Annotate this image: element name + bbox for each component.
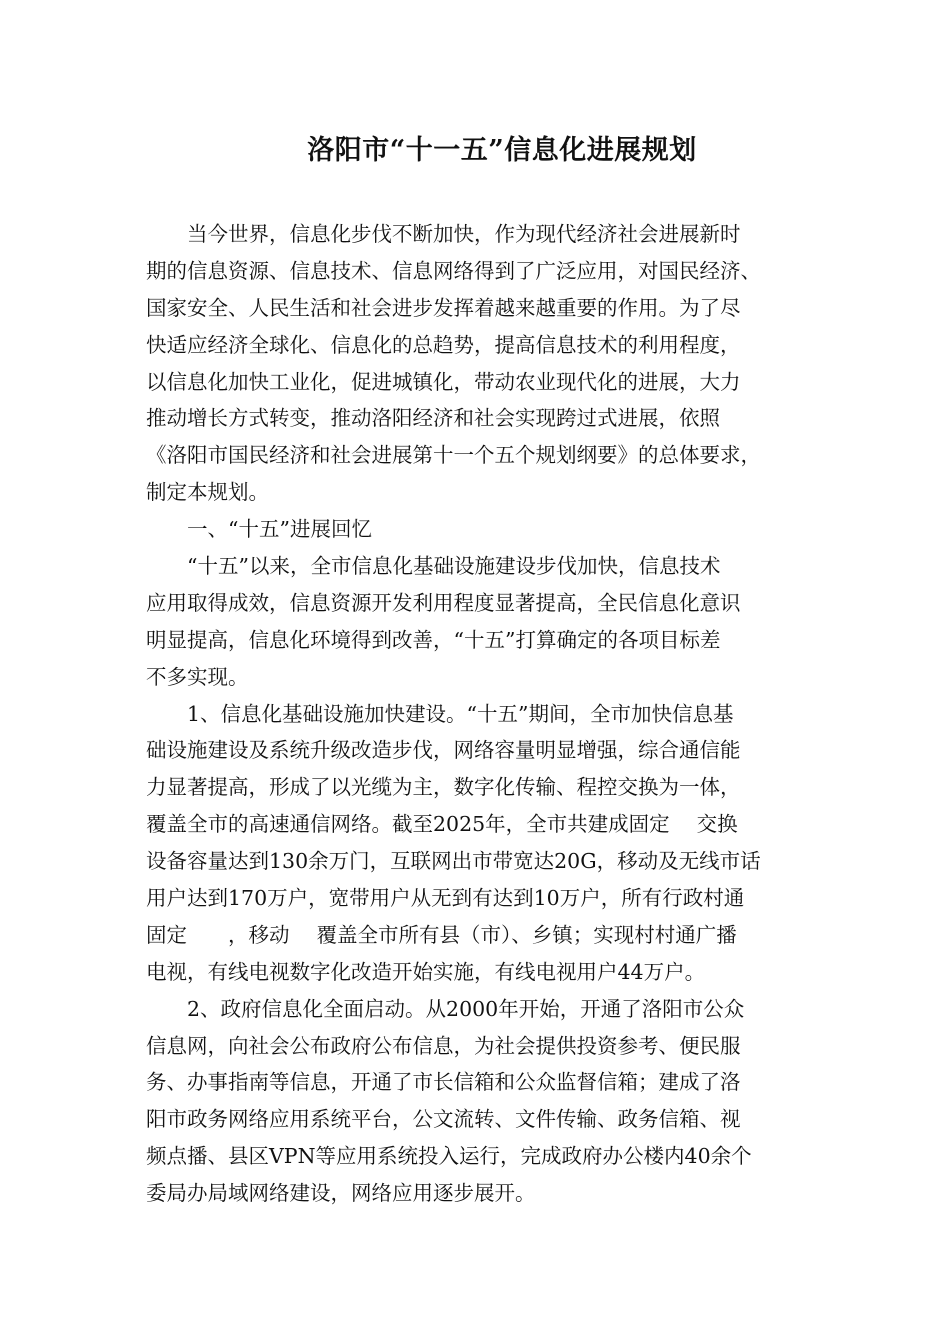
document-title: 洛阳市“十一五”信息化进展规划 bbox=[307, 135, 697, 166]
text-line: 以信息化加快工业化，促进城镇化，带动农业现代化的进展，大力 bbox=[146, 369, 741, 394]
text-line: 应用取得成效，信息资源开发利用程度显著提高，全民信息化意识 bbox=[146, 590, 741, 615]
text-line: 《洛阳市国民经济和社会进展第十一个五个规划纲要》的总体要求， bbox=[146, 443, 761, 468]
text-line: 务、办事指南等信息，开通了市长信箱和公众监督信箱；建成了洛 bbox=[146, 1070, 741, 1095]
text-line: 覆盖全市的高速通信网络。截至2025年，全市共建成固定 交换 bbox=[146, 812, 738, 837]
text-line: 委局办局域网络建设，网络应用逐步展开。 bbox=[146, 1181, 536, 1206]
text-line: 础设施建设及系统升级改造步伐，网络容量明显增强，综合通信能 bbox=[146, 738, 741, 763]
text-line: 推动增长方式转变，推动洛阳经济和社会实现跨过式进展，依照 bbox=[146, 406, 720, 431]
text-line: 频点播、县区VPN等应用系统投入运行，完成政府办公楼内40余个 bbox=[146, 1144, 752, 1169]
text-line: 国家安全、人民生活和社会进步发挥着越来越重要的作用。为了尽 bbox=[146, 295, 741, 320]
text-line: “十五”以来，全市信息化基础设施建设步伐加快，信息技术 bbox=[146, 554, 721, 579]
text-line: 固定 ，移动 覆盖全市所有县（市）、乡镇；实现村村通广播 bbox=[146, 922, 737, 947]
text-line: 当今世界，信息化步伐不断加快，作为现代经济社会进展新时 bbox=[146, 222, 741, 246]
text-line: 制定本规划。 bbox=[146, 480, 269, 505]
text-line: 期的信息资源、信息技术、信息网络得到了广泛应用，对国民经济、 bbox=[146, 258, 761, 283]
text-line: 1、信息化基础设施加快建设。“十五”期间，全市加快信息基 bbox=[146, 701, 734, 726]
text-line: 信息网，向社会公布政府公布信息，为社会提供投资参考、便民服 bbox=[146, 1033, 741, 1058]
text-line: 不多实现。 bbox=[146, 664, 249, 689]
text-line: 2、政府信息化全面启动。从2000年开始，开通了洛阳市公众 bbox=[146, 996, 745, 1021]
text-line: 快适应经济全球化、信息化的总趋势，提高信息技术的利用程度， bbox=[146, 332, 741, 357]
text-line: 明显提高，信息化环境得到改善，“十五”打算确定的各项目标差 bbox=[146, 627, 721, 652]
section-heading: 一、“十五”进展回忆 bbox=[146, 517, 372, 542]
text-line: 设备容量达到130余万门，互联网出市带宽达20G，移动及无线市话 bbox=[146, 849, 761, 874]
text-line: 力显著提高，形成了以光缆为主，数字化传输、程控交换为一体， bbox=[146, 775, 741, 800]
document-body bbox=[146, 216, 810, 1212]
text-line: 阳市政务网络应用系统平台，公文流转、文件传输、政务信箱、视 bbox=[146, 1107, 741, 1132]
text-line: 电视，有线电视数字化改造开始实施，有线电视用户44万户。 bbox=[146, 959, 706, 984]
text-line: 用户达到170万户，宽带用户从无到有达到10万户，所有行政村通 bbox=[146, 886, 745, 911]
